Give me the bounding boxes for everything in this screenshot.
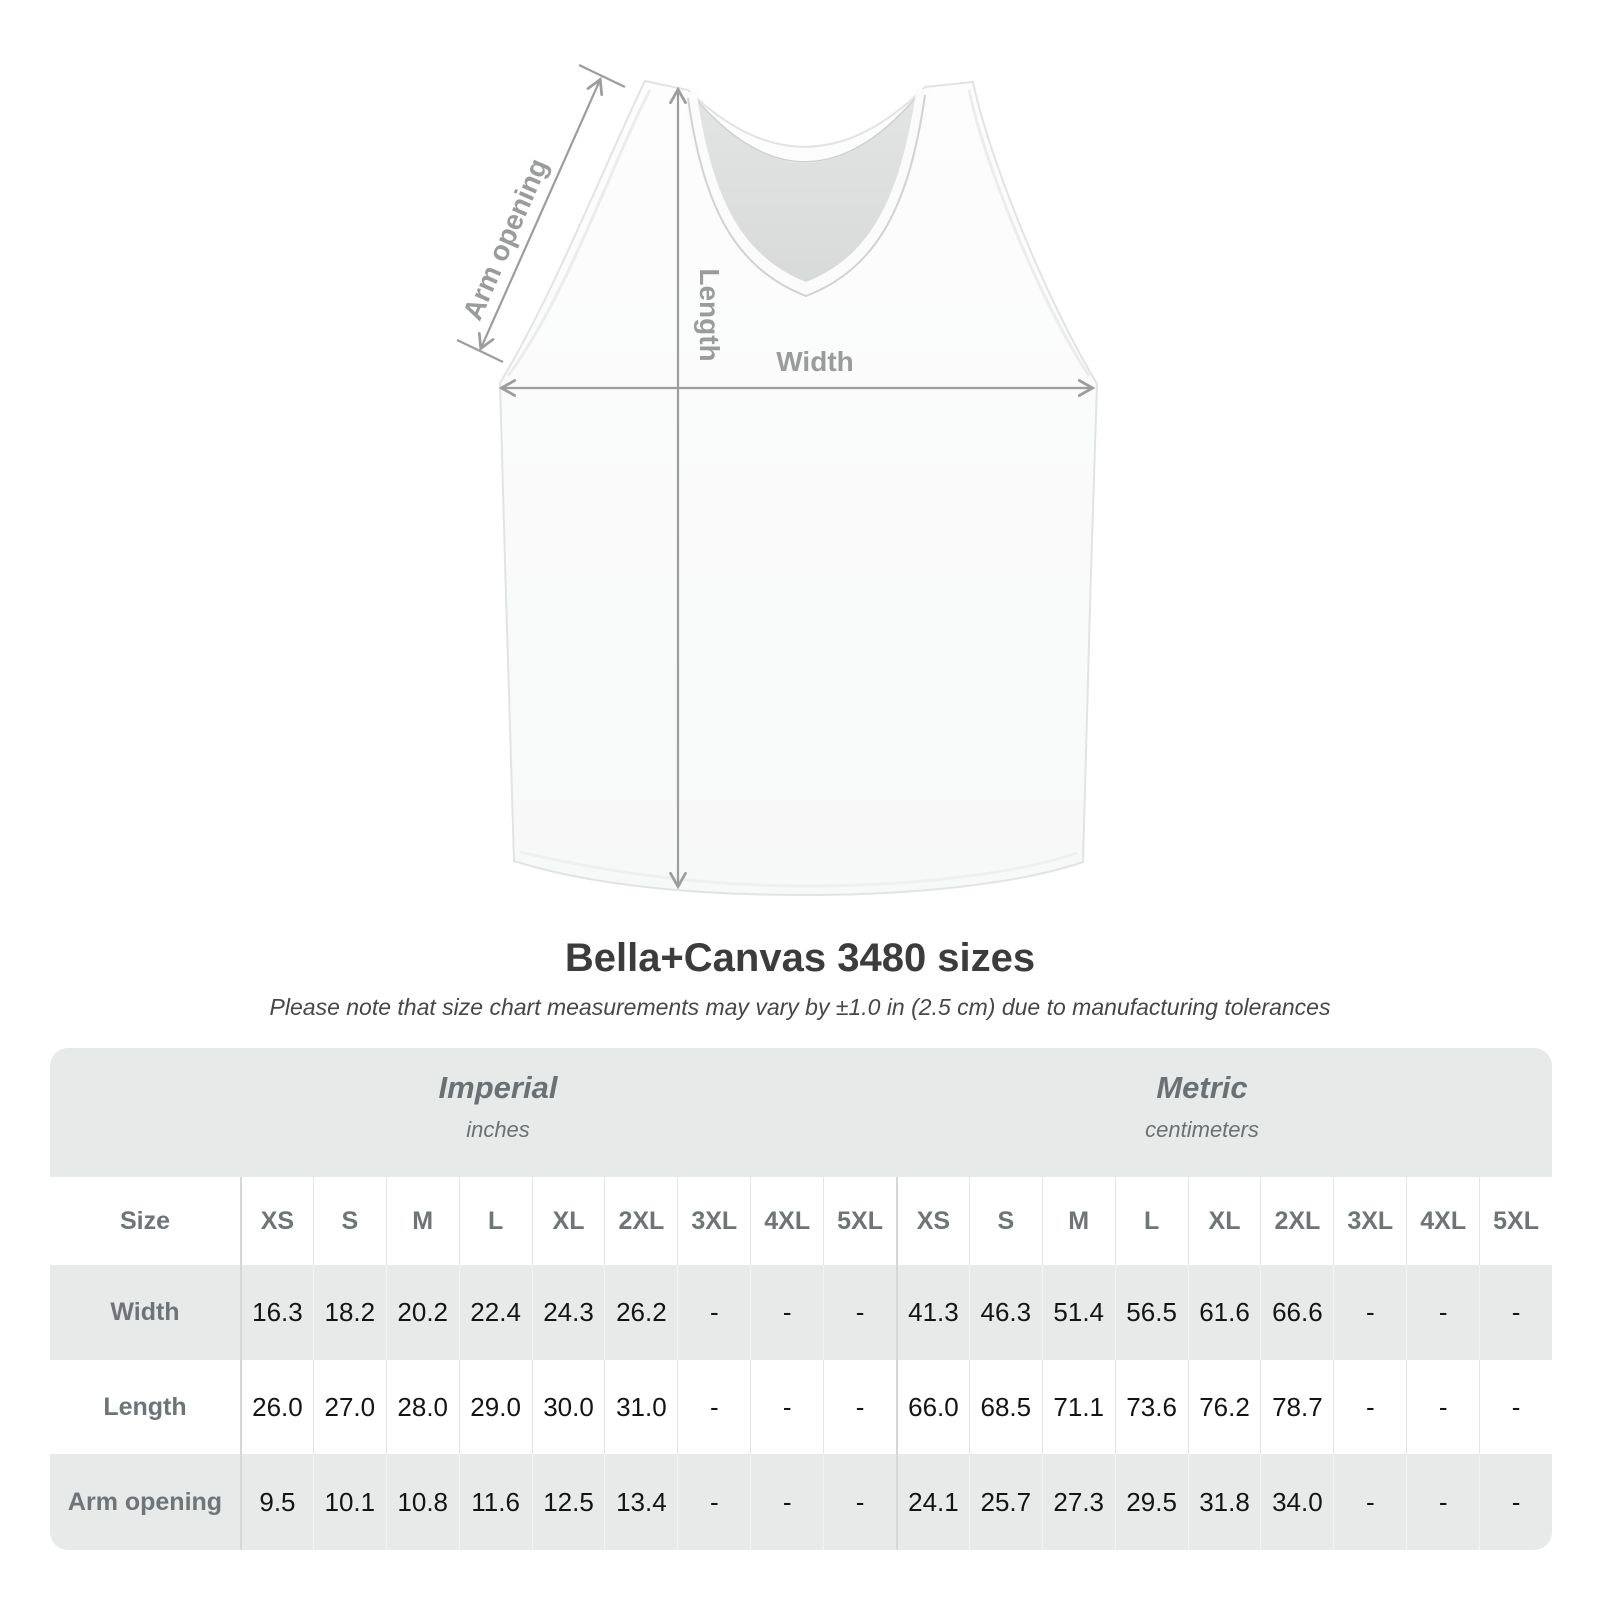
column-header: L: [1115, 1177, 1188, 1265]
table-cell: 73.6: [1115, 1360, 1188, 1454]
table-cell: 41.3: [896, 1265, 969, 1360]
arm-opening-tick-top: [579, 65, 625, 87]
table-cell: -: [1406, 1265, 1479, 1360]
table-cell: -: [1333, 1265, 1406, 1360]
table-cell: 76.2: [1188, 1360, 1261, 1454]
table-cell: 71.1: [1042, 1360, 1115, 1454]
table-cell: 68.5: [969, 1360, 1042, 1454]
table-cell: -: [1333, 1454, 1406, 1550]
table-cell: 18.2: [313, 1265, 386, 1360]
table-cell: -: [677, 1454, 750, 1550]
column-header: L: [459, 1177, 532, 1265]
page-title: Bella+Canvas 3480 sizes: [564, 936, 1036, 980]
table-cell: 27.3: [1042, 1454, 1115, 1550]
table-cell: 10.1: [313, 1454, 386, 1550]
table-cell: 28.0: [386, 1360, 459, 1454]
table-cell: -: [1479, 1265, 1552, 1360]
unit-sublabel: inches: [466, 1117, 530, 1142]
arm-opening-label: Arm opening: [456, 153, 554, 325]
column-header: M: [1042, 1177, 1115, 1265]
table-cell: 9.5: [240, 1454, 313, 1550]
unit-sublabel: centimeters: [1145, 1117, 1259, 1142]
unit-group-metric: [1145, 1070, 1259, 1143]
column-header: 4XL: [1406, 1177, 1479, 1265]
table-cell: -: [1479, 1360, 1552, 1454]
table-cell: -: [823, 1454, 896, 1550]
table-cell: -: [823, 1360, 896, 1454]
table-cell: -: [1406, 1360, 1479, 1454]
column-header: 3XL: [1333, 1177, 1406, 1265]
unit-label: Imperial: [438, 1070, 558, 1105]
table-cell: 46.3: [969, 1265, 1042, 1360]
table-cell: -: [1479, 1454, 1552, 1550]
table-cell: 30.0: [532, 1360, 605, 1454]
table-cell: 27.0: [313, 1360, 386, 1454]
table-cell: -: [1406, 1454, 1479, 1550]
unit-label: Metric: [1156, 1070, 1248, 1105]
row-label: Width: [110, 1298, 180, 1326]
table-cell: -: [677, 1360, 750, 1454]
table-row-length: [50, 1360, 1552, 1454]
table-cell: 66.6: [1260, 1265, 1333, 1360]
column-header: XS: [240, 1177, 313, 1265]
table-cell: 11.6: [459, 1454, 532, 1550]
table-cell: 20.2: [386, 1265, 459, 1360]
column-header: 2XL: [1260, 1177, 1333, 1265]
table-cell: 61.6: [1188, 1265, 1261, 1360]
table-header-row: [50, 1177, 1552, 1265]
table-cell: 34.0: [1260, 1454, 1333, 1550]
row-label: Length: [103, 1392, 187, 1421]
table-cell: 22.4: [459, 1265, 532, 1360]
table-cell: 12.5: [532, 1454, 605, 1550]
table-cell: 29.5: [1115, 1454, 1188, 1550]
table-cell: 51.4: [1042, 1265, 1115, 1360]
column-header: 5XL: [1479, 1177, 1552, 1265]
column-header: XS: [896, 1177, 969, 1265]
row-label: Arm opening: [67, 1487, 223, 1516]
table-cell: 56.5: [1115, 1265, 1188, 1360]
table-cell: 24.3: [532, 1265, 605, 1360]
table-cell: 25.7: [969, 1454, 1042, 1550]
table-cell: -: [1333, 1360, 1406, 1454]
width-label: Width: [776, 346, 854, 377]
table-cell: 31.8: [1188, 1454, 1261, 1550]
unit-group-imperial: [439, 1070, 558, 1143]
column-header: S: [313, 1177, 386, 1265]
column-header: 4XL: [750, 1177, 823, 1265]
size-table: [50, 1048, 1552, 1550]
table-cell: 16.3: [240, 1265, 313, 1360]
table-cell: -: [677, 1265, 750, 1360]
column-header: 5XL: [823, 1177, 896, 1265]
column-header: 2XL: [604, 1177, 677, 1265]
table-cell: -: [750, 1360, 823, 1454]
table-cell: 24.1: [896, 1454, 969, 1550]
table-cell: 10.8: [386, 1454, 459, 1550]
table-cell: -: [823, 1265, 896, 1360]
size-column-header: Size: [119, 1206, 171, 1235]
table-cell: -: [750, 1265, 823, 1360]
table-cell: 31.0: [604, 1360, 677, 1454]
length-label: Length: [694, 268, 725, 362]
arm-opening-tick-bottom: [457, 340, 503, 362]
table-cell: 26.2: [604, 1265, 677, 1360]
table-cell: 78.7: [1260, 1360, 1333, 1454]
tolerance-note: Please note that size chart measurements may vary by ±1.0 in (2.5 cm) due to manufacturing tolerances: [269, 994, 1331, 1020]
column-header: 3XL: [677, 1177, 750, 1265]
title-block: [0, 936, 1600, 1021]
table-cell: 26.0: [240, 1360, 313, 1454]
column-header: S: [969, 1177, 1042, 1265]
column-header: M: [386, 1177, 459, 1265]
column-header: XL: [532, 1177, 605, 1265]
table-cell: 13.4: [604, 1454, 677, 1550]
table-cell: 29.0: [459, 1360, 532, 1454]
column-header: XL: [1188, 1177, 1261, 1265]
table-row-width: [50, 1265, 1552, 1360]
table-cell: 66.0: [896, 1360, 969, 1454]
unit-band: [50, 1048, 1552, 1177]
table-cell: -: [750, 1454, 823, 1550]
table-row-arm-opening: [50, 1454, 1552, 1550]
